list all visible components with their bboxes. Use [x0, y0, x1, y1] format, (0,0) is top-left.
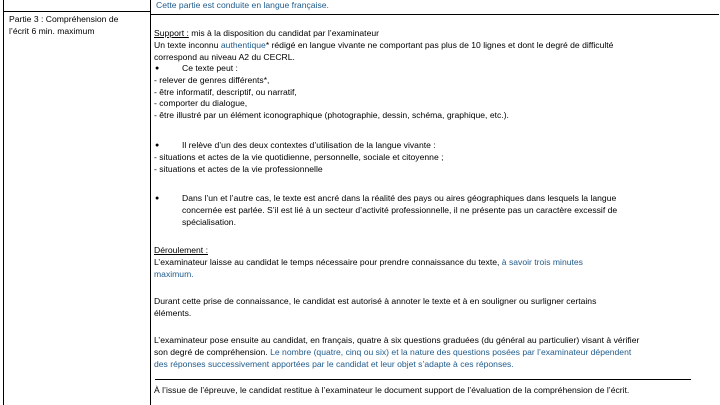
list-item: - situations et actes de la vie quotidienne, personnelle, sociale et citoyenne ; [154, 152, 444, 162]
bullet-icon: ● [155, 65, 160, 72]
bullet-icon: ● [155, 142, 160, 149]
section-label-line2: l’écrit 6 min. maximum [9, 25, 95, 36]
deroulement-p2-line1: Durant cette prise de connaissance, le candidat est autorisé à annoter le texte et à en souligner ou surligner certains [154, 296, 597, 306]
p3-b: Le nombre (quatre, cinq ou six) et la nature des questions posées par l’examinateur dépendent [270, 347, 632, 357]
list-item: - être informatif, descriptif, ou narratif, [154, 87, 297, 97]
deroulement-p2-line2: éléments. [154, 308, 192, 318]
support-line2: correspond au niveau A2 du CECRL. [154, 52, 295, 62]
support-heading [154, 28, 379, 40]
reality-line2: concernée est parlée. S’il est lié à un secteur d’activité professionnelle, il ne présente pas un caractère excessif de [182, 205, 618, 215]
bullet-icon: ● [155, 195, 160, 202]
deroulement-p3-line3: des réponses successivement apportées par le candidat et leur objet s’adapte à ces réponses. [154, 359, 514, 369]
bullet-head: Ce texte peut : [182, 63, 238, 73]
header-row-border [151, 14, 719, 15]
support-line1-c: * rédigé en langue vivante ne comportant pas plus de 10 lignes et dont le degré de difficulté [265, 40, 614, 50]
left-cell-top-border [3, 11, 151, 12]
authentique-link: authentique [220, 40, 266, 50]
deroulement-p4: À l’issue de l’épreuve, le candidat restitue à l’examinateur le document support de l’évaluation de la compréhension de l’écrit. [154, 385, 630, 395]
header-note: Cette partie est conduite en langue française. [156, 0, 329, 10]
p3-a: son degré de compréhension. [154, 347, 271, 357]
list-item: - relever de genres différents*, [154, 75, 270, 85]
deroulement-p1-end: maximum. [154, 269, 194, 279]
section-label [9, 14, 147, 37]
deroulement-p3-line1: L’examinateur pose ensuite au candidat, en français, quatre à six questions graduées (du général au particulier) visant à vérifier [154, 335, 640, 345]
deroulement-p3-line2 [154, 347, 631, 359]
column-divider [150, 0, 151, 405]
list-item: - être illustré par un élément iconographique (photographie, dessin, schéma, graphique, etc.). [154, 110, 509, 120]
support-title: Support : [154, 28, 189, 38]
contexts-head: Il relève d’un des deux contextes d’utilisation de la langue vivante : [182, 140, 436, 150]
support-line1 [154, 40, 613, 52]
deroulement-title: Déroulement : [154, 245, 208, 255]
reality-line3: spécialisation. [182, 217, 236, 227]
support-title-rest: mis à la disposition du candidat par l’examinateur [188, 28, 379, 38]
section-label-line1: Partie 3 : Compréhension de [9, 14, 119, 24]
support-line1-a: Un texte inconnu [154, 40, 221, 50]
p1-a: L’examinateur laisse au candidat le temps nécessaire pour prendre connaissance du texte, [154, 257, 500, 267]
footer-rule [155, 379, 691, 380]
list-item: - situations et actes de la vie professionnelle [154, 164, 323, 174]
deroulement-p1 [154, 257, 583, 269]
list-item: - comporter du dialogue, [154, 98, 248, 108]
reality-line1: Dans l’un et l’autre cas, le texte est ancré dans la réalité des pays ou aires géographiques dans lesquels la langue [182, 193, 617, 203]
p1-b: à savoir trois minutes [499, 257, 583, 267]
